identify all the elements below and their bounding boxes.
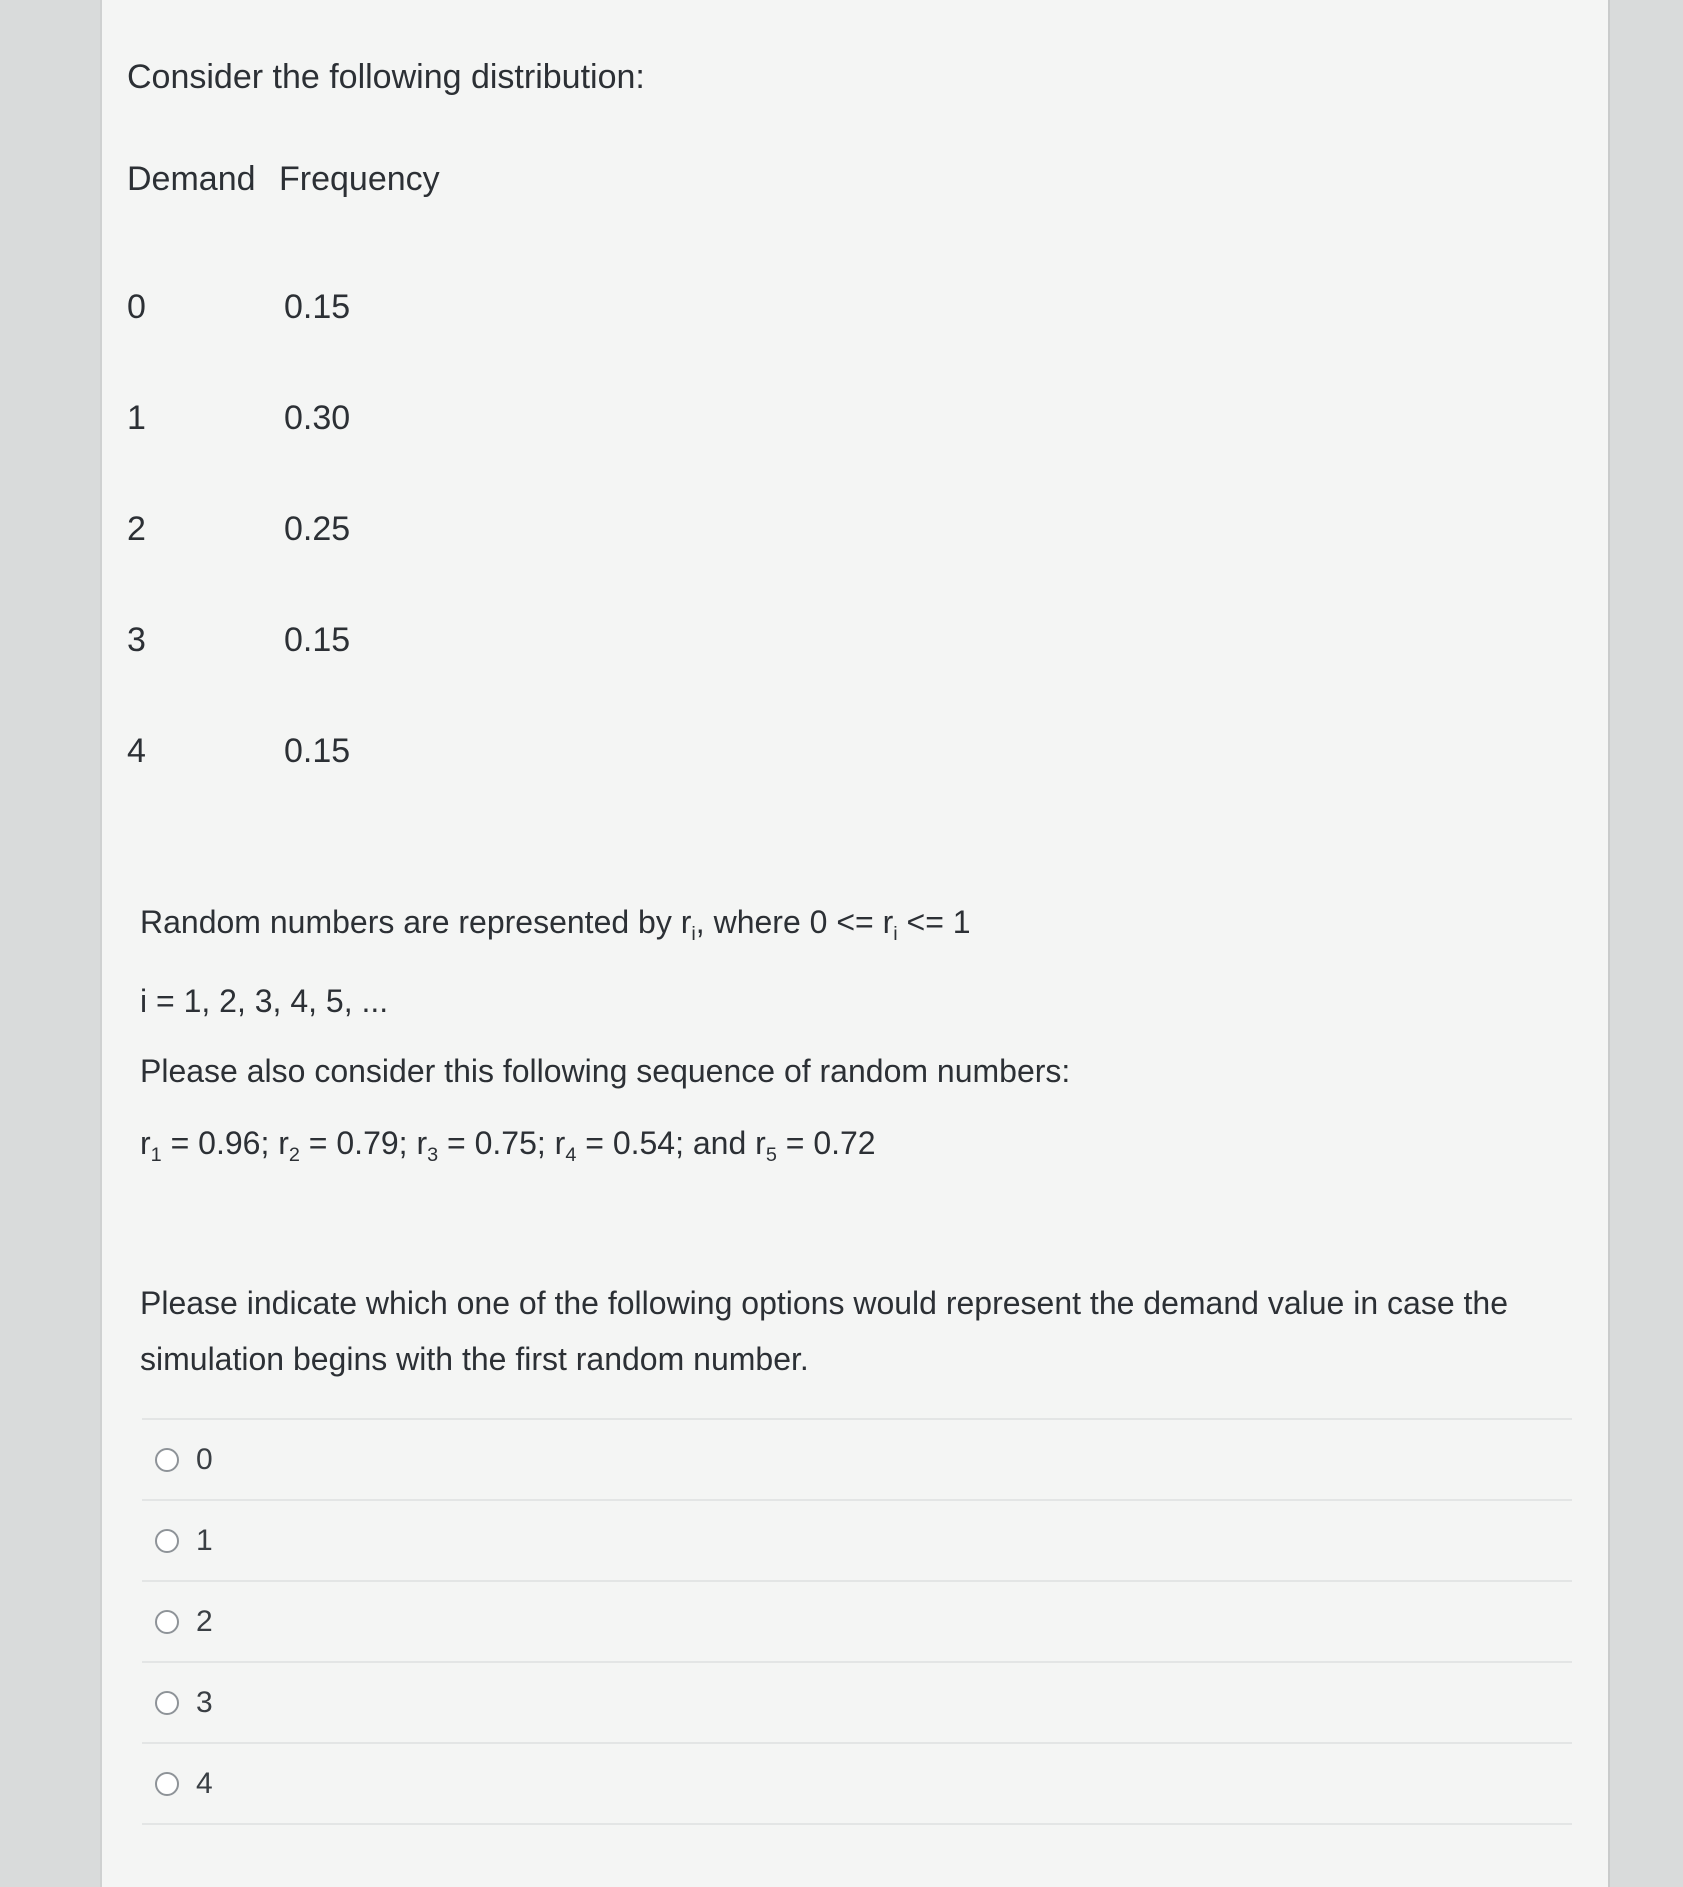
frequency-cell: 0.15: [284, 621, 351, 659]
option-label: 3: [196, 1685, 213, 1719]
table-header-row: [127, 160, 440, 216]
demand-cell: 3: [127, 621, 146, 659]
option-label: 1: [196, 1523, 213, 1557]
table-row: [127, 327, 440, 438]
random-sequence: $r_1 = 0.96$; $r_2 = 0.79$; $r_3 = 0.75$; $r_4 = 0.54$; and $r_5 = 0.72$: [140, 1125, 876, 1166]
option-label: 0: [196, 1442, 213, 1476]
table-row: [127, 216, 440, 327]
header-demand: Demand: [127, 160, 256, 198]
frequency-cell: 0.30: [284, 399, 351, 437]
answer-option-2[interactable]: [142, 1582, 1572, 1663]
random-number-definition: Random numbers are represented by $r_i$, where $0 <= r_i <= 1$: [140, 904, 971, 945]
answer-options: [142, 1418, 1572, 1825]
question-intro: Consider the following distribution:: [127, 58, 645, 96]
demand-cell: 1: [127, 399, 146, 437]
table-row: [127, 549, 440, 660]
answer-option-1[interactable]: [142, 1501, 1572, 1582]
answer-option-3[interactable]: [142, 1663, 1572, 1744]
distribution-table: [127, 160, 440, 771]
answer-option-4[interactable]: [142, 1744, 1572, 1825]
answer-option-0[interactable]: [142, 1420, 1572, 1501]
radio-button[interactable]: [155, 1448, 179, 1472]
index-line: i = 1, 2, 3, 4, 5, ...: [140, 983, 389, 1019]
radio-button[interactable]: [155, 1529, 179, 1553]
radio-button[interactable]: [155, 1610, 179, 1634]
radio-button[interactable]: [155, 1691, 179, 1715]
frequency-cell: 0.25: [284, 510, 351, 548]
table-row: [127, 438, 440, 549]
question-prompt: Please indicate which one of the following options would represent the demand value in case the simulation begins with the first random number.: [140, 1285, 1508, 1377]
frequency-cell: 0.15: [284, 732, 351, 770]
demand-cell: 4: [127, 732, 146, 770]
table-row: [127, 660, 440, 771]
sequence-intro: Please also consider this following sequence of random numbers:: [140, 1053, 1071, 1089]
demand-cell: 0: [127, 288, 146, 326]
option-label: 4: [196, 1766, 213, 1800]
demand-cell: 2: [127, 510, 146, 548]
header-frequency: Frequency: [279, 160, 440, 198]
option-label: 2: [196, 1604, 213, 1638]
radio-button[interactable]: [155, 1772, 179, 1796]
frequency-cell: 0.15: [284, 288, 351, 326]
